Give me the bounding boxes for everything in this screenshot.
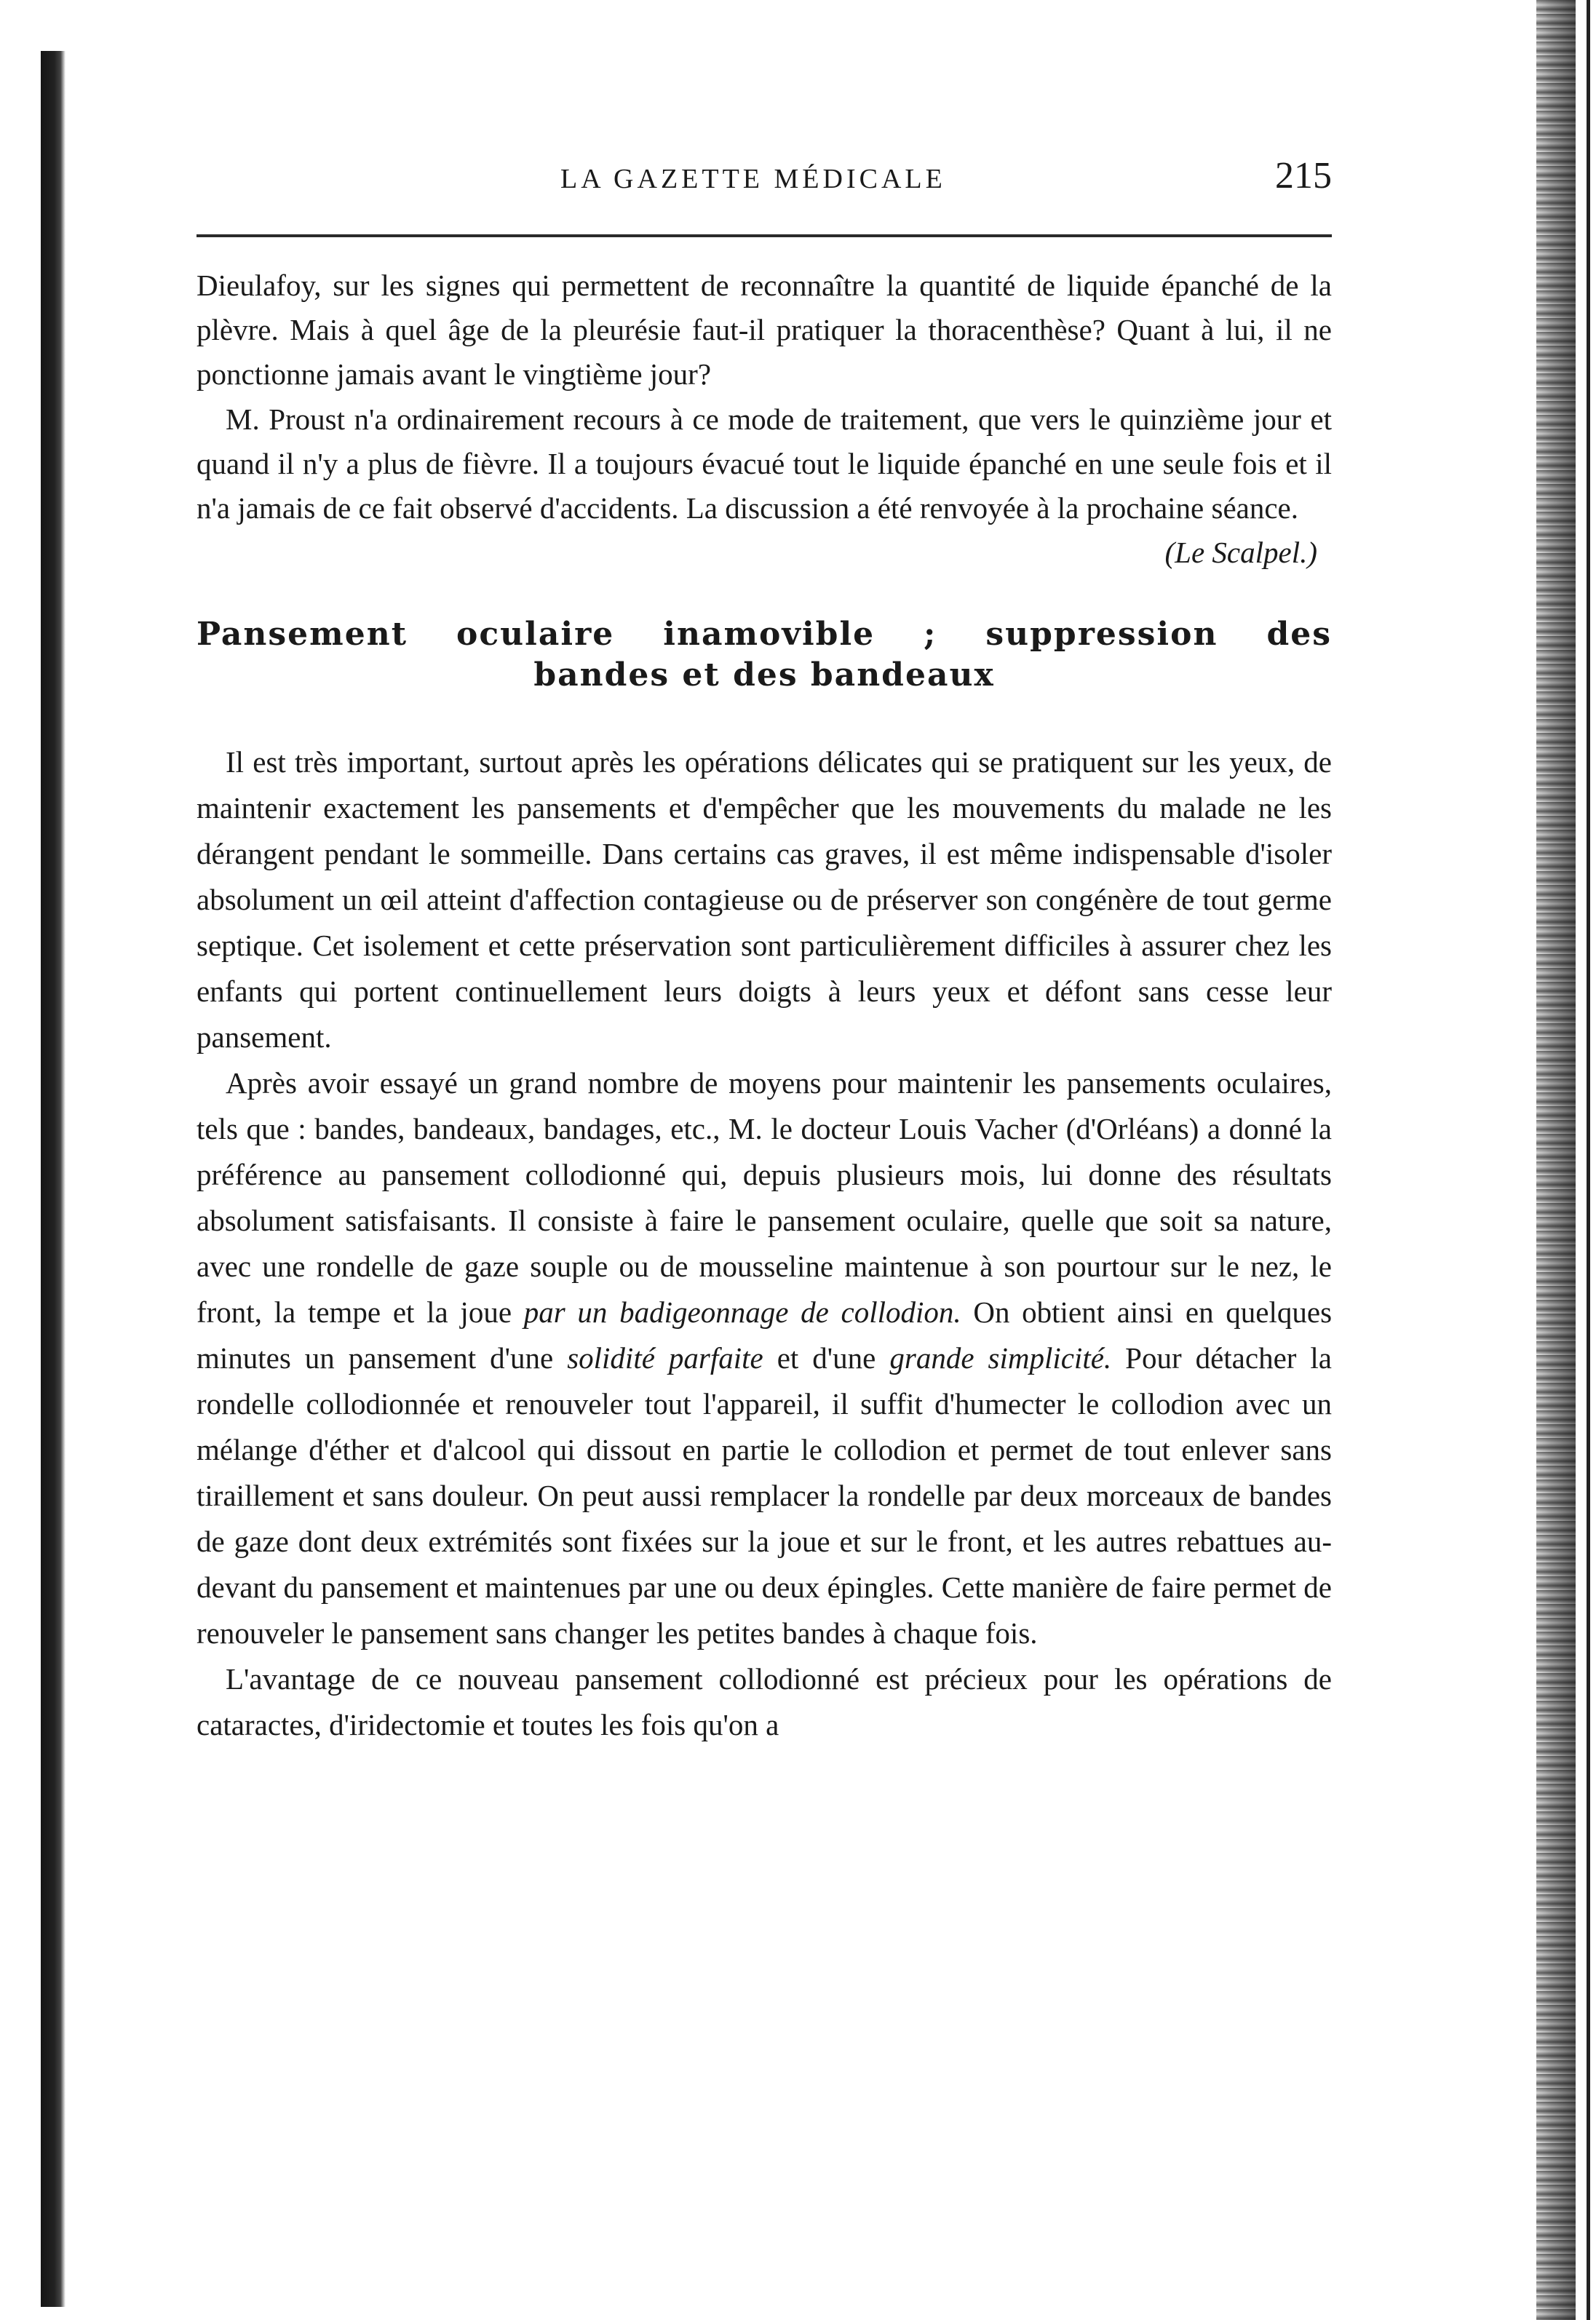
- vacher-text-4: Pour détacher la rondelle collodionnée et renouveler tout l'appareil, il suffit d'humecter le collodion avec un mélange d'éther et d'alcool qui dissout en partie le collodion et permet de tout enlever sans tiraillement et sans douleur. On peut aussi remplacer la rondelle par deux morceaux de bandes de gaze dont deux extrémités sont fixées sur la joue et sur le front, et les autres rebattues au-devant du pansement et maintenues par une ou deux épingles. Cette manière de faire permet de renouveler le pansement sans changer les petites bandes à chaque fois.: [196, 1341, 1333, 1650]
- vacher-text-3: et d'une: [777, 1341, 876, 1375]
- vacher-italic-3: grande simplicité.: [889, 1341, 1112, 1375]
- header-rule: [196, 234, 1332, 237]
- article-body: [196, 739, 1332, 1748]
- paragraph-intro: Il est très important, surtout après les opérations délicates qui se pratiquent sur les yeux, de maintenir exactement les pansements et d'empêcher que les mouvements du malade ne les dérangent pendant le sommeille. Dans certains cas graves, il est même indispensable d'isoler absolument un œil atteint d'affection contagieuse ou de préserver son congénère de tout germe septique. Cet isolement et cette préservation sont particulièrement difficiles à assurer chez les enfants qui portent continuellement leurs doigts à leurs yeux et défont sans cesse leur pansement.: [196, 745, 1332, 1054]
- page-number: 215: [1275, 155, 1332, 196]
- page-header: [196, 146, 1332, 204]
- section-title: [196, 614, 1332, 696]
- source-signature: (Le Scalpel.): [1164, 536, 1317, 570]
- section-title-line1: Pansement oculaire inamovible ; suppression des: [196, 616, 1332, 654]
- vacher-text-2: On obtient ainsi en quelques minutes un pansement d'une: [196, 1295, 1333, 1375]
- vacher-italic-2: solidité parfaite: [567, 1341, 763, 1375]
- paragraph-dieulafoy: Dieulafoy, sur les signes qui permettent de reconnaître la quantité de liquide épanché de la plèvre. Mais à quel âge de la pleurésie faut-il pratiquer la thoracenthèse? Quant à lui, il ne ponctionne jamais avant le vingtième jour?: [196, 269, 1332, 392]
- section-title-line2: bandes et des bandeaux: [533, 656, 995, 694]
- scan-edge-left: [41, 51, 65, 2307]
- scan-edge-right: [1536, 0, 1576, 2320]
- paragraph-vacher: [196, 1060, 1332, 1656]
- running-head: LA GAZETTE MÉDICALE: [560, 164, 946, 194]
- paragraph-proust: M. Proust n'a ordinairement recours à ce mode de traitement, que vers le quinzième jour et quand il n'y a plus de fièvre. Il a toujours évacué tout le liquide épanché en une seule fois et il n'a jamais de ce fait observé d'accidents. La discussion a été renvoyée à la prochaine séance.: [196, 402, 1332, 525]
- vacher-italic-1: par un badigeonnage de collodion.: [523, 1295, 961, 1330]
- scan-edge-right-line: [1587, 0, 1590, 2320]
- vacher-text-1: Après avoir essayé un grand nombre de moyens pour maintenir les pansements oculaires, tels que : bandes, bandeaux, bandages, etc., M. le docteur Louis Vacher (d'Orléans) a donné la préférence au pansement collodionné qui, depuis plusieurs mois, lui donne des résultats absolument satisfaisants. Il consiste à faire le pansement oculaire, quelle que soit sa nature, avec une rondelle de gaze souple ou de mousseline maintenue à son pourtour sur le nez, le front, la tempe et la joue: [196, 1066, 1332, 1330]
- paragraph-last: L'avantage de ce nouveau pansement collodionné est précieux pour les opérations de cataractes, d'iridectomie et toutes les fois qu'on a: [196, 1662, 1332, 1742]
- page-body: [196, 263, 1332, 1748]
